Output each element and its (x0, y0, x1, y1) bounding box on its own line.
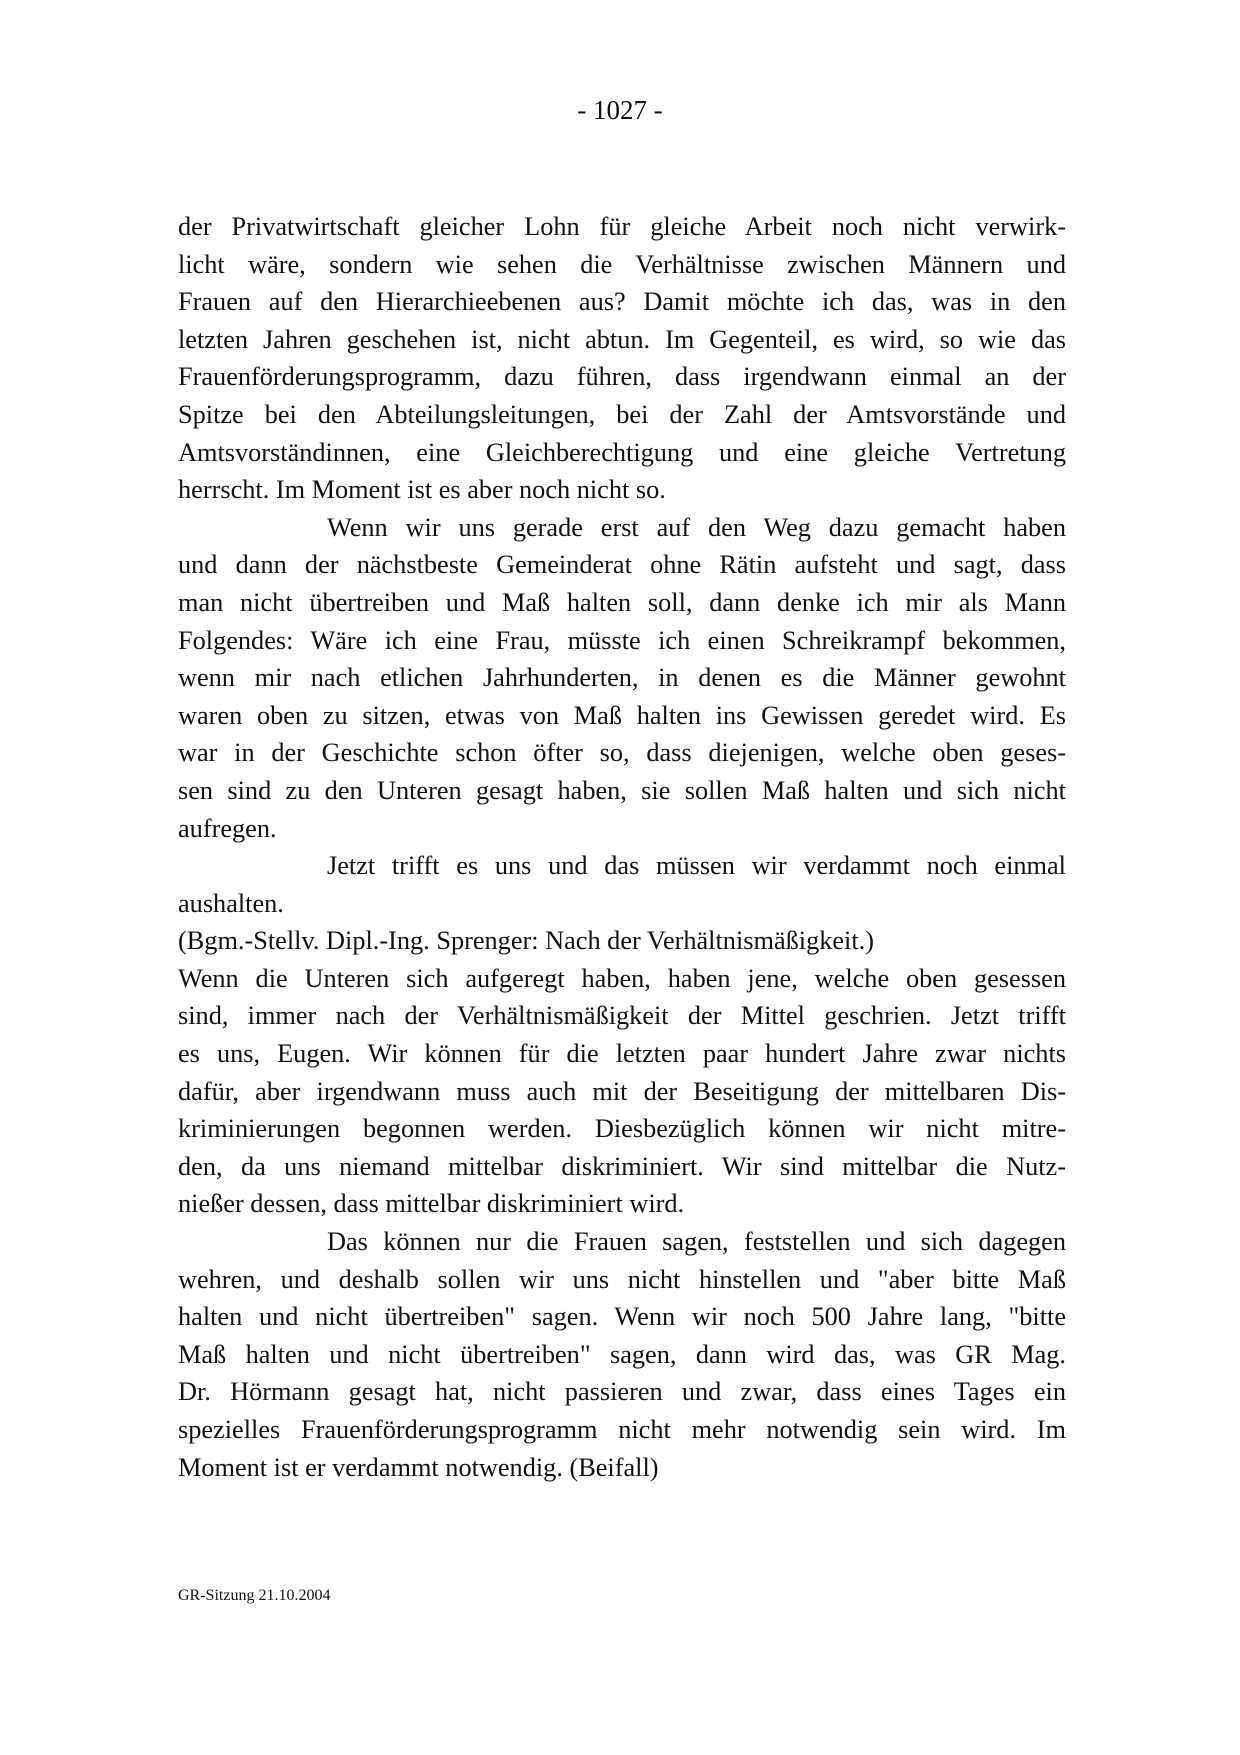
text-line: Moment ist er verdammt notwendig. (Beifall) (178, 1452, 659, 1482)
text-line: Frauen auf den Hierarchieebenen aus? Damit möchte ich das, was in den (178, 287, 1066, 317)
text-line: wenn mir nach etlichen Jahrhunderten, in denen es die Männer gewohnt (178, 663, 1066, 693)
text-line: sind, immer nach der Verhältnismäßigkeit der Mittel geschrien. Jetzt trifft (178, 1001, 1066, 1031)
text-line: aushalten. (178, 888, 284, 918)
text-line: Dr. Hörmann gesagt hat, nicht passieren und zwar, dass eines Tages ein (178, 1377, 1066, 1407)
text-line: es uns, Eugen. Wir können für die letzten paar hundert Jahre zwar nichts (178, 1039, 1066, 1069)
text-line: kriminierungen begonnen werden. Diesbezüglich können wir nicht mitre- (178, 1114, 1066, 1144)
text-line: Amtsvorständinnen, eine Gleichberechtigung und eine gleiche Vertretung (178, 437, 1066, 467)
text-line: und dann der nächstbeste Gemeinderat ohne Rätin aufsteht und sagt, dass (178, 550, 1066, 580)
text-line: herrscht. Im Moment ist es aber noch nicht so. (178, 475, 666, 505)
text-line: Wenn wir uns gerade erst auf den Weg dazu gemacht haben (327, 512, 1066, 542)
text-line: aufregen. (178, 813, 277, 843)
text-line: Spitze bei den Abteilungsleitungen, bei der Zahl der Amtsvorstände und (178, 399, 1066, 429)
text-line: halten und nicht übertreiben" sagen. Wenn wir noch 500 Jahre lang, "bitte (178, 1302, 1066, 1332)
footer-session-date: GR-Sitzung 21.10.2004 (178, 1587, 331, 1604)
text-line: Wenn die Unteren sich aufgeregt haben, haben jene, welche oben gesessen (178, 963, 1066, 993)
text-line: (Bgm.-Stellv. Dipl.-Ing. Sprenger: Nach der Verhältnismäßigkeit.) (178, 926, 874, 956)
page-number: - 1027 - (577, 95, 663, 125)
body-text (178, 208, 1066, 1486)
text-line: den, da uns niemand mittelbar diskriminiert. Wir sind mittelbar die Nutz- (178, 1151, 1066, 1181)
text-line: Folgendes: Wäre ich eine Frau, müsste ich einen Schreikrampf bekommen, (178, 625, 1066, 655)
text-line: der Privatwirtschaft gleicher Lohn für gleiche Arbeit noch nicht verwirk- (178, 212, 1066, 241)
text-line: Maß halten und nicht übertreiben" sagen, dann wird das, was GR Mag. (178, 1339, 1066, 1369)
text-line: sen sind zu den Unteren gesagt haben, sie sollen Maß halten und sich nicht (178, 775, 1066, 805)
text-line: dafür, aber irgendwann muss auch mit der Beseitigung der mittelbaren Dis- (178, 1076, 1066, 1106)
text-line: licht wäre, sondern wie sehen die Verhältnisse zwischen Männern und (178, 249, 1066, 279)
text-line: Jetzt trifft es uns und das müssen wir verdammt noch einmal (327, 851, 1066, 881)
text-line: spezielles Frauenförderungsprogramm nicht mehr notwendig sein wird. Im (178, 1415, 1066, 1444)
text-line: Das können nur die Frauen sagen, feststellen und sich dagegen (327, 1227, 1066, 1257)
text-line: waren oben zu sitzen, etwas von Maß halten ins Gewissen geredet wird. Es (178, 700, 1066, 730)
text-line: letzten Jahren geschehen ist, nicht abtun. Im Gegenteil, es wird, so wie das (178, 324, 1066, 354)
text-line: nießer dessen, dass mittelbar diskriminiert wird. (178, 1189, 685, 1219)
text-line: war in der Geschichte schon öfter so, dass diejenigen, welche oben geses- (178, 738, 1066, 768)
text-line: man nicht übertreiben und Maß halten soll, dann denke ich mir als Mann (178, 587, 1066, 617)
text-line: wehren, und deshalb sollen wir uns nicht hinstellen und "aber bitte Maß (178, 1264, 1066, 1294)
text-line: Frauenförderungsprogramm, dazu führen, dass irgendwann einmal an der (178, 362, 1066, 392)
